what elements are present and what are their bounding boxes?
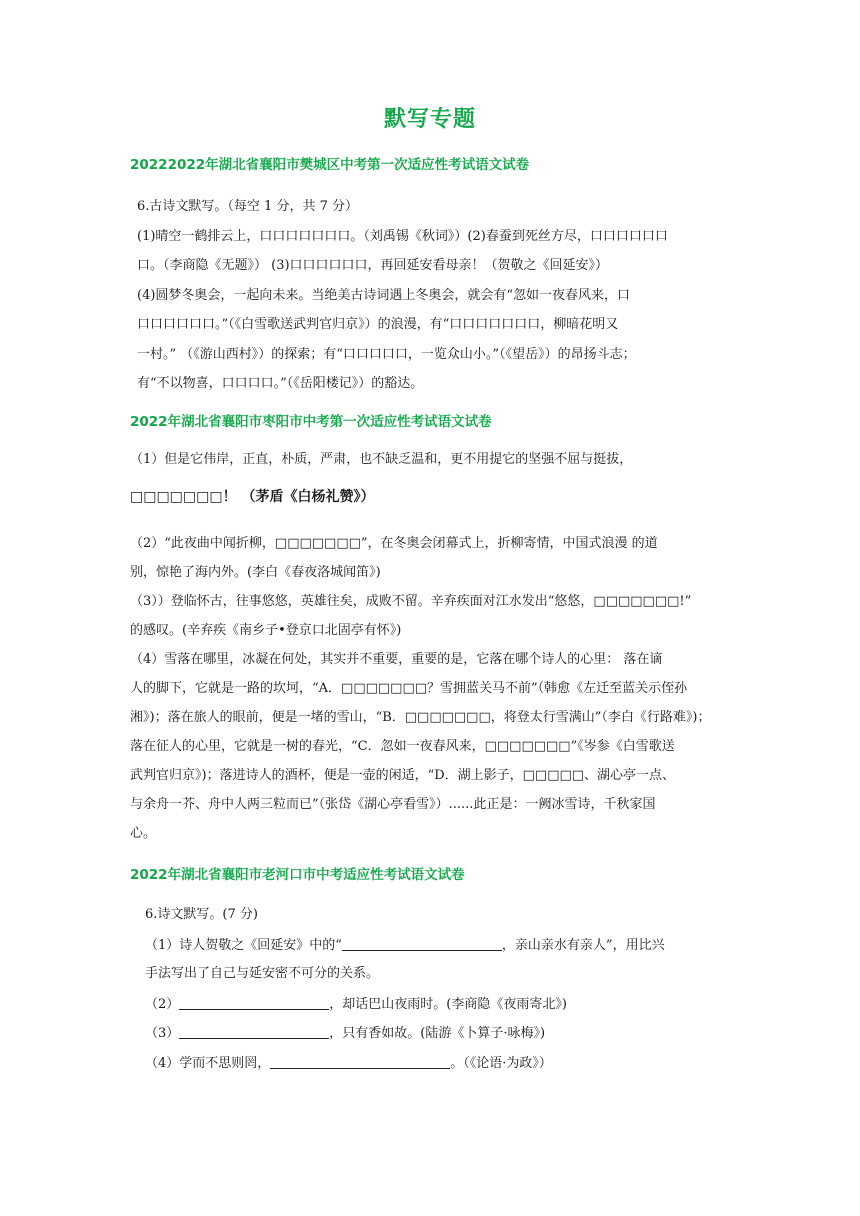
section-heading-1: 20222022年湖北省襄阳市樊城区中考第一次适应性考试语文试卷 (130, 157, 530, 173)
section1-line: 一村。” （《游山西村》）的探索；有“口口口口口，一览众山小。”（《望岳》）的昂扬斗志； (137, 347, 636, 362)
item-text-after: ，亲山亲水有亲人”，用比兴 (501, 938, 665, 953)
section3-item-1-cont: 手法写出了自己与延安密不可分的关系。 (145, 966, 380, 981)
section2-line: 武判官归京》)；落进诗人的酒杯，便是一壶的闲适，“D．湖上影子，□□□□□、湖心亭一点、 (130, 768, 676, 783)
answer-blank[interactable] (179, 1024, 329, 1039)
answer-blank[interactable] (270, 1054, 450, 1069)
answer-blank[interactable] (179, 995, 329, 1010)
section1-line: 6.古诗文默写。（每空 1 分，共 7 分） (137, 199, 358, 214)
section2-line: 心。 (130, 826, 157, 841)
section2-line: （3））登临怀古，往事悠悠，英雄往矣，成败不留。辛弃疾面对江水发出“悠悠，□□□□□□□!” (130, 594, 692, 609)
item-text-before: （2） (145, 997, 180, 1012)
section2-line: （2）“此夜曲中闻折柳，□□□□□□□”，在冬奥会闭幕式上，折柳寄情，中国式浪漫 的道 (130, 536, 658, 551)
item-text-after: ，却话巴山夜雨时。(李商隐《夜雨寄北》) (329, 997, 567, 1012)
item-text-before: （1）诗人贺敬之《回延安》中的“ (145, 938, 342, 953)
section3-item-1 (145, 936, 665, 955)
section3-item-2 (145, 995, 567, 1014)
section2-line: （4）雪落在哪里，冰凝在何处，其实并不重要，重要的是，它落在哪个诗人的心里： 落在谪 (130, 652, 663, 667)
section2-line: 的感叹。(辛弃疾《南乡子•登京口北固亭有怀》) (130, 623, 402, 638)
section3-item-3 (145, 1024, 545, 1043)
section-heading-3: 2022年湖北省襄阳市老河口市中考适应性考试语文试卷 (130, 867, 465, 883)
section2-line: 别，惊艳了海内外。(李白《春夜洛城闻笛》) (130, 565, 381, 580)
section2-line: （1）但是它伟岸，正直，朴质，严肃，也不缺乏温和，更不用提它的坚强不屈与挺拔， (130, 452, 633, 467)
item-text-after: 。（《论语·为政》） (450, 1056, 552, 1071)
section2-line: 人的脚下，它就是一路的坎坷，“A．□□□□□□□？雪拥蓝关马不前”（韩愈《左迁至蓝关示侄孙 (130, 681, 688, 696)
section1-line: 有“不以物喜，口口口口。”（《岳阳楼记》）的豁达。 (137, 376, 424, 391)
section2-line: 落在征人的心里，它就是一树的春光，“C．忽如一夜春风来，□□□□□□□”《岑参《白雪歌送 (130, 739, 675, 754)
section3-item-4 (145, 1054, 552, 1073)
answer-blank[interactable] (342, 936, 502, 951)
section3-intro: 6.诗文默写。(7 分) (145, 907, 258, 922)
section-heading-2: 2022年湖北省襄阳市枣阳市中考第一次适应性考试语文试卷 (130, 414, 492, 430)
section1-line: (1)晴空一鹤排云上，口口口口口口口。（刘禹锡《秋词》）(2)春蚕到死丝方尽，口口口口口口 (137, 229, 668, 244)
item-text-after: ，只有香如故。(陆游《卜算子·咏梅》) (329, 1026, 546, 1041)
section1-line: (4)圆梦冬奥会，一起向未来。当绝美古诗词遇上冬奥会，就会有“忽如一夜春风来，口 (137, 288, 631, 303)
section2-line: 与余舟一芥、舟中人两三粒而已”（张岱《湖心亭看雪》）......此正是：一阙冰雪诗，千秋家国 (130, 797, 656, 812)
item-text-before: （3） (145, 1026, 180, 1041)
section2-line: 湘》)；落在旅人的眼前，便是一堵的雪山，“B．□□□□□□□，将登太行雪满山”（李白《行路难》)； (130, 710, 711, 725)
section1-line: 口。（李商隐《无题》） (3)口口口口口口，再回延安看母亲！（贺敬之《回延安》） (137, 258, 609, 273)
section2-line: □□□□□□□！ （茅盾《白杨礼赞》） (130, 489, 375, 505)
page-title: 默写专题 (383, 107, 476, 132)
section1-line: 口口口口口口。”（《白雪歌送武判官归京》）的浪漫，有“口口口口口口口，柳暗花明又 (137, 317, 619, 332)
item-text-before: （4）学而不思则罔， (145, 1056, 271, 1071)
